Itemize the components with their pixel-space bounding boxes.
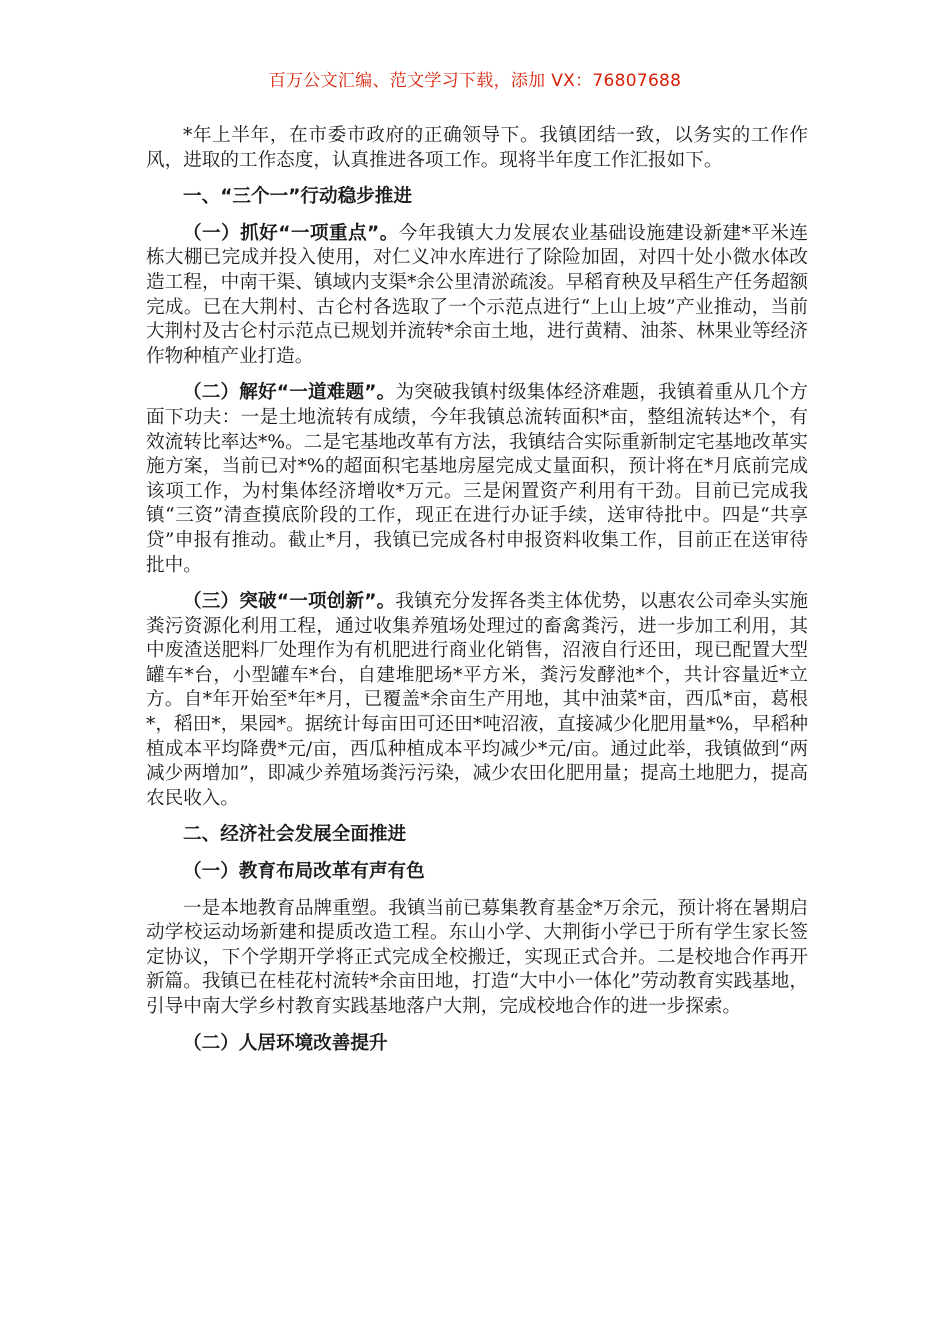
section1-item1-text: 今年我镇大力发展农业基础设施建设新建*平米连栋大棚已完成并投入使用，对仁义冲水库进行了除险加固，对四十处小微水体改造工程，中南干渠、镇域内支渠*余公里清淤疏浚。早稻育秧及早稻生产任务超额完成。已在大荆村、古仑村各选取了一个示范点进行“上山上坡”产业推动，当前大荆村及古仑村示范点已规划并流转*余亩土地，进行黄精、油茶、林果业等经济作物种植产业打造。: [146, 222, 808, 367]
section1-item3-lead: （三）突破“一项创新”。: [183, 591, 396, 613]
section1-item2-lead: （二）解好“一道难题”。: [183, 382, 396, 404]
section1-item2-paragraph: [146, 381, 808, 578]
section1-item1-lead: （一）抓好“一项重点”。: [183, 222, 399, 244]
section2-sub2-heading: （二）人居环境改善提升: [183, 1032, 388, 1054]
section1-item2-text: 为突破我镇村级集体经济难题，我镇着重从几个方面下功夫：一是土地流转有成绩，今年我镇总流转面积*亩，整组流转达*个，有效流转比率达*%。二是宅基地改革有方法，我镇结合实际重新制定宅基地改革实施方案，当前已对*%的超面积宅基地房屋完成丈量面积，预计将在*月底前完成该项工作，为村集体经济增收*万元。三是闲置资产利用有干劲。目前已完成我镇“三资”清查摸底阶段的工作，现正在进行办证手续，送审待批中。四是“共享贷”申报有推动。截止*月，我镇已完成各村申报资料收集工作，目前正在送审待批中。: [146, 382, 808, 576]
header-banner: 百万公文汇编、范文学习下载，添加 VX：76807688: [268, 71, 682, 91]
section1-item1-paragraph: [146, 222, 808, 370]
section1-item3-paragraph: [146, 590, 808, 811]
section2-sub1-heading: （一）教育布局改革有声有色: [183, 861, 425, 883]
section2-heading: 二、经济社会发展全面推进: [183, 824, 407, 846]
document-body: [146, 124, 808, 1068]
section2-sub1-paragraph: 一是本地教育品牌重塑。我镇当前已募集教育基金*万余元，预计将在暑期启动学校运动场新建和提质改造工程。东山小学、大荆街小学已于所有学生家长签定协议，下个学期开学将正式完成全校搬迁，实现正式合并。二是校地合作再开新篇。我镇已在桂花村流转*余亩田地，打造“大中小一体化”劳动教育实践基地，引导中南大学乡村教育实践基地落户大荆，完成校地合作的进一步探索。: [146, 897, 808, 1017]
intro-paragraph: *年上半年，在市委市政府的正确领导下。我镇团结一致，以务实的工作作风，进取的工作态度，认真推进各项工作。现将半年度工作汇报如下。: [146, 125, 808, 171]
section1-item3-text: 我镇充分发挥各类主体优势，以惠农公司牵头实施粪污资源化利用工程，通过收集养殖场处理过的畜禽粪污，进一步加工利用，其中废渣送肥料厂处理作为有机肥进行商业化销售，沼液自行还田，现已配置大型罐车*台，小型罐车*台，自建堆肥场*平方米，粪污发酵池*个，共计容量近*立方。自*年开始至*年*月，已覆盖*余亩生产用地，其中油菜*亩，西瓜*亩，葛根*，稻田*，果园*。据统计每亩田可还田*吨沼液，直接减少化肥用量*%，早稻种植成本平均降费*元/亩，西瓜种植成本平均减少*元/亩。通过此举，我镇做到“两减少两增加”，即减少养殖场粪污污染，减少农田化肥用量；提高土地肥力，提高农民收入。: [146, 591, 808, 809]
section1-heading: 一、“三个一”行动稳步推进: [183, 186, 412, 208]
